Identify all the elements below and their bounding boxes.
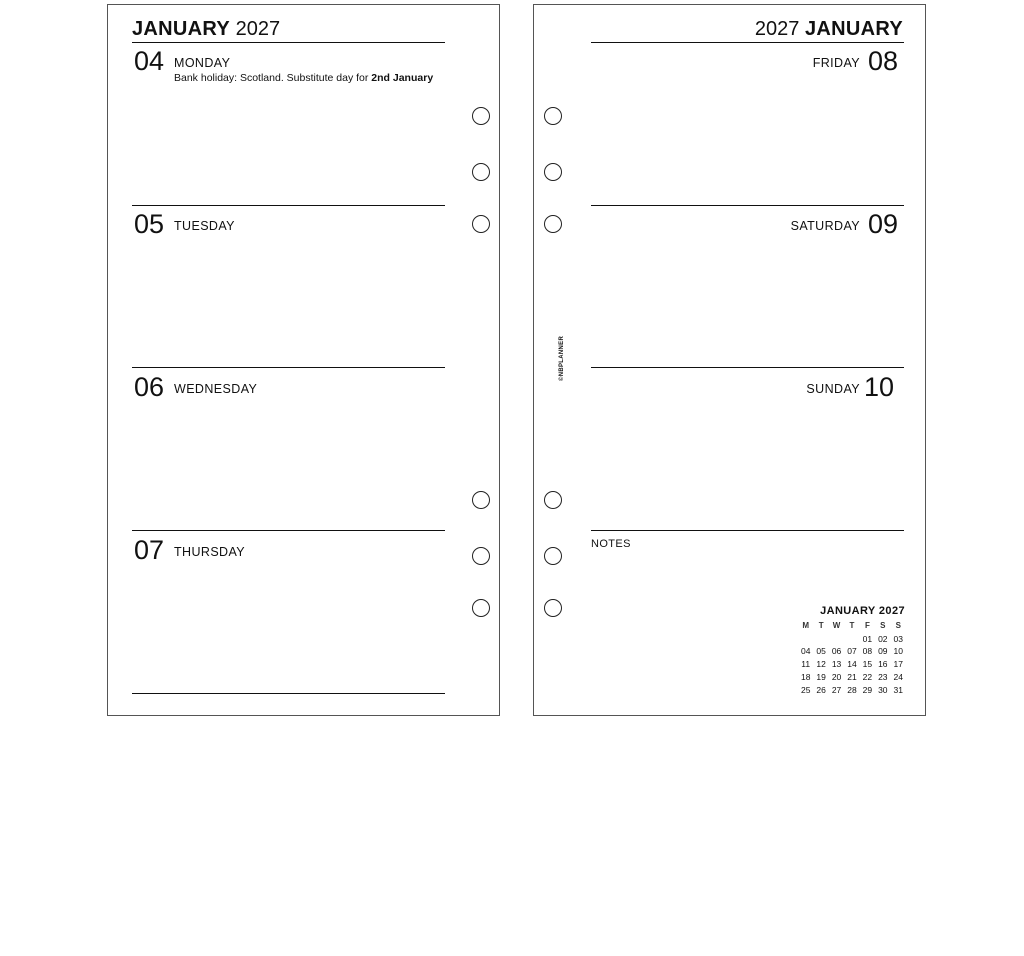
mini-calendar-day: 08	[862, 646, 873, 657]
mini-calendar-weekdays	[798, 620, 906, 633]
mini-calendar-day: 31	[893, 684, 903, 695]
header-rule	[591, 42, 904, 43]
day-name: WEDNESDAY	[174, 382, 258, 396]
day-number: 09	[867, 209, 898, 239]
weekday-label: T	[849, 621, 855, 630]
day-number: 10	[863, 372, 894, 402]
mini-calendar-grid	[798, 620, 906, 696]
day-name: THURSDAY	[174, 545, 246, 559]
mini-calendar-day: 29	[862, 684, 873, 695]
binder-hole	[472, 599, 490, 617]
binder-hole	[472, 491, 490, 509]
mini-calendar-day: 19	[816, 671, 826, 682]
binder-hole	[544, 163, 562, 181]
header-rule	[132, 42, 445, 43]
day-divider	[132, 367, 445, 368]
binder-hole	[544, 599, 562, 617]
mini-calendar-day: 26	[816, 684, 826, 695]
day-number: 07	[134, 535, 165, 565]
mini-calendar-week	[798, 684, 906, 697]
mini-calendar-day: 13	[831, 659, 842, 670]
mini-calendar-day: 09	[878, 646, 888, 657]
mini-calendar-day: 03	[893, 633, 903, 644]
weekday-label: S	[880, 621, 886, 630]
mini-calendar-day: 24	[893, 671, 903, 682]
left-page	[107, 4, 500, 716]
day-name: SUNDAY	[806, 382, 860, 396]
mini-calendar-day	[813, 633, 828, 646]
day-name: MONDAY	[174, 56, 231, 70]
mini-calendar-day: 20	[831, 671, 842, 682]
binder-hole	[472, 107, 490, 125]
day-name: SATURDAY	[790, 219, 860, 233]
day-divider	[591, 367, 904, 368]
mini-calendar-week	[798, 645, 906, 658]
mini-calendar-day: 14	[847, 659, 857, 670]
header-month: JANUARY	[804, 18, 903, 40]
mini-calendar-day: 15	[862, 659, 873, 670]
weekday-label: F	[864, 621, 870, 630]
mini-calendar-day: 05	[816, 646, 826, 657]
mini-calendar-day: 17	[893, 659, 903, 670]
day-number: 05	[134, 209, 165, 239]
mini-calendar-weeks	[798, 633, 906, 697]
binder-hole	[472, 163, 490, 181]
mini-calendar-day	[844, 633, 859, 646]
mini-calendar-day	[798, 633, 813, 646]
weekday-label: W	[832, 621, 841, 630]
right-page-header	[755, 19, 903, 39]
day-divider	[132, 205, 445, 206]
mini-calendar-title: JANUARY 2027	[820, 605, 905, 617]
binder-hole	[544, 547, 562, 565]
right-page	[533, 4, 926, 716]
mini-calendar-day: 23	[878, 671, 888, 682]
header-year: 2027	[235, 18, 281, 40]
mini-calendar-day: 10	[893, 646, 903, 657]
holiday-note-date: 2nd January	[371, 72, 434, 84]
mini-calendar-day: 28	[847, 684, 857, 695]
mini-calendar-day: 02	[878, 633, 888, 644]
day-divider	[591, 530, 904, 531]
notes-label: NOTES	[591, 538, 631, 550]
bottom-rule	[132, 693, 445, 694]
mini-calendar-week	[798, 671, 906, 684]
mini-calendar-day: 16	[878, 659, 888, 670]
mini-calendar	[798, 606, 906, 696]
day-divider	[591, 205, 904, 206]
mini-calendar-day: 11	[801, 659, 811, 670]
brand-mark: ©NBPLANNER	[559, 335, 565, 381]
day-divider	[132, 530, 445, 531]
mini-calendar-day: 21	[847, 671, 857, 682]
mini-calendar-day: 27	[831, 684, 842, 695]
binder-hole	[544, 491, 562, 509]
mini-calendar-week	[798, 633, 906, 646]
holiday-note-text: Bank holiday: Scotland. Substitute day for	[174, 72, 372, 84]
day-number: 06	[134, 372, 165, 402]
weekday-label: S	[895, 621, 901, 630]
weekday-label: T	[818, 621, 824, 630]
left-page-header	[132, 19, 280, 39]
weekday-label: M	[802, 621, 810, 630]
holiday-note	[174, 73, 433, 84]
mini-calendar-day: 01	[862, 633, 873, 644]
mini-calendar-day: 22	[862, 671, 873, 682]
mini-calendar-day: 04	[800, 646, 811, 657]
header-month: JANUARY	[132, 18, 231, 40]
mini-calendar-day: 25	[800, 684, 811, 695]
day-name: FRIDAY	[812, 56, 860, 70]
day-name: TUESDAY	[174, 219, 235, 233]
mini-calendar-day: 30	[878, 684, 888, 695]
mini-calendar-day: 07	[847, 646, 857, 657]
mini-calendar-day: 12	[816, 659, 826, 670]
mini-calendar-week	[798, 658, 906, 671]
binder-hole	[544, 107, 562, 125]
binder-hole	[472, 215, 490, 233]
mini-calendar-day	[829, 633, 844, 646]
day-number: 08	[867, 46, 898, 76]
header-year: 2027	[754, 18, 800, 40]
binder-hole	[472, 547, 490, 565]
day-number: 04	[134, 46, 165, 76]
mini-calendar-day: 18	[800, 671, 811, 682]
binder-hole	[544, 215, 562, 233]
mini-calendar-day: 06	[831, 646, 842, 657]
